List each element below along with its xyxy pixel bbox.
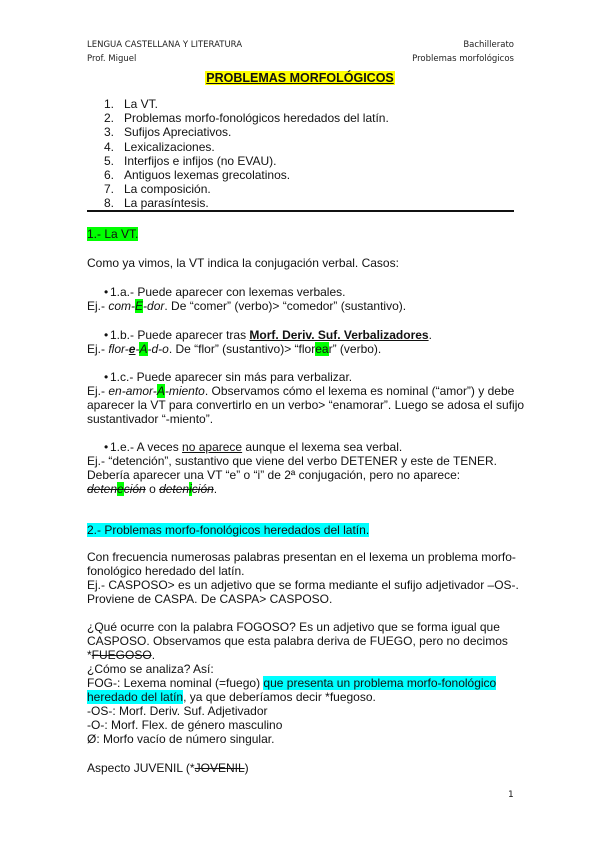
case-1e-example: Ej.- “detención”, sustantivo que viene del verbo DETENER y este de TENER. Debería aparecer una VT “e” o “i” de 2ª conjugación, pero no aparece: deteneción o detenición.: [87, 454, 497, 496]
section2-example: Ej.- CASPOSO> es un adjetivo que se forma mediante el sufijo adjetivador –OS-. Proviene de CASPA. De CASPA> CASPOSO.: [87, 578, 519, 606]
section1-intro: Como ya vimos, la VT indica la conjugación verbal. Casos:: [87, 256, 399, 270]
toc-list: [104, 97, 504, 211]
section2-howto: ¿Cómo se analiza? Así:: [87, 662, 214, 676]
page-number: 1: [508, 790, 514, 800]
case-1c-bullet: • 1.c.- Puede aparecer sin más para verbalizar.: [104, 370, 353, 384]
analysis-gender: -O-: Morf. Flex. de género masculino: [87, 718, 283, 732]
header-topic: Problemas morfológicos: [412, 54, 514, 64]
header-course: LENGUA CASTELLANA Y LITERATURA: [87, 40, 243, 50]
toc-item: 8. La parasíntesis.: [104, 196, 209, 211]
toc-item: 2. Problemas morfo-fonológicos heredados del latín.: [104, 111, 389, 126]
section1-heading: 1.- La VT.: [87, 227, 139, 241]
analysis-suffix: -OS-: Morf. Deriv. Suf. Adjetivador: [87, 704, 268, 718]
analysis-number: Ø: Morfo vacío de número singular.: [87, 732, 275, 746]
case-1e-bullet: • 1.e.- A veces no aparece aunque el lexema sea verbal.: [104, 440, 403, 454]
toc-item: 5. Interfijos e infijos (no EVAU).: [104, 153, 277, 168]
toc-item: 3. Sufijos Apreciativos.: [104, 125, 232, 140]
divider-rule: [87, 210, 514, 212]
header-teacher: Prof. Miguel: [87, 54, 137, 64]
case-1a-example: Ej.- com-E-dor. De “comer” (verbo)> “comedor” (sustantivo).: [87, 299, 407, 313]
toc-item: 6. Antiguos lexemas grecolatinos.: [104, 167, 291, 182]
section2-paragraph: Con frecuencia numerosas palabras presentan en el lexema un problema morfo-fonológico heredado del latín.: [87, 550, 516, 578]
page-title: PROBLEMAS MORFOLÓGICOS: [206, 71, 394, 85]
analysis-lexema: FOG-: Lexema nominal (=fuego) que presenta un problema morfo-fonológico heredado del latín, ya que deberíamos decir *fuegoso.: [87, 676, 497, 704]
case-1c-example: Ej.- en-amor-A-miento. Observamos cómo el lexema es nominal (“amor”) y debe aparecer la VT para convertirlo en un verbo> “enamorar”. Luego se adosa el sufijo sustantivador “-miento”.: [87, 384, 525, 426]
case-1b-bullet: • 1.b.- Puede aparecer tras Morf. Deriv. Suf. Verbalizadores.: [104, 328, 432, 342]
toc-item: 7. La composición.: [104, 182, 211, 197]
section2-question: ¿Qué ocurre con la palabra FOGOSO? Es un adjetivo que se forma igual que CASPOSO. Observamos que esta palabra deriva de FUEGO, pero no decimos *FUEGOSO.: [87, 620, 508, 662]
header-level: Bachillerato: [463, 40, 514, 50]
aspecto-example: Aspecto JUVENIL (*JOVENIL): [87, 761, 249, 775]
toc-item: 1. La VT.: [104, 97, 159, 111]
section2-heading: 2.- Problemas morfo-fonológicos heredados del latín.: [87, 523, 370, 537]
case-1b-example: Ej.- flor-e-A-d-o. De “flor” (sustantivo)> “florear” (verbo).: [87, 342, 382, 356]
case-1a-bullet: • 1.a.- Puede aparecer con lexemas verbales.: [104, 285, 346, 299]
toc-item: 4. Lexicalizaciones.: [104, 139, 215, 154]
